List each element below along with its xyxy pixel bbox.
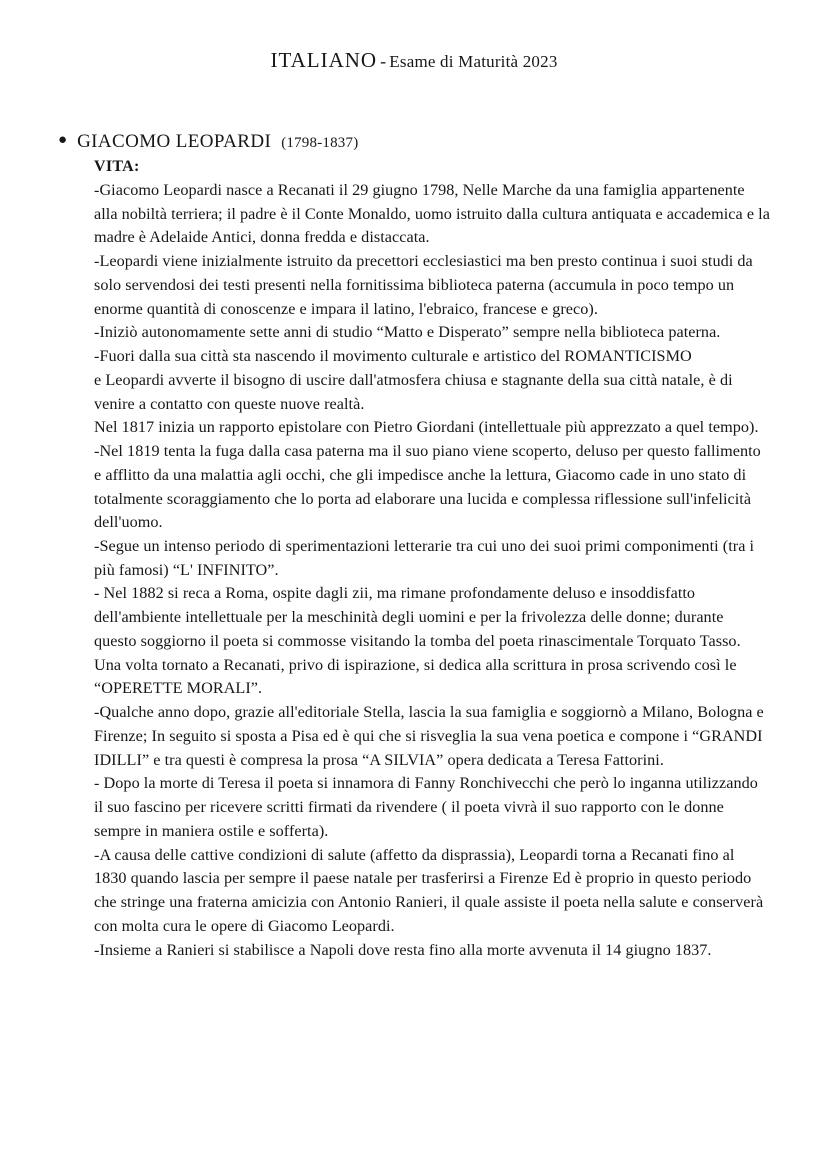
paragraph: -Insieme a Ranieri si stabilisce a Napoli dove resta fino alla morte avvenuta il 14 giugno 1837. <box>94 940 712 959</box>
paragraph: -Qualche anno dopo, grazie all'editoriale Stella, lascia la sua famiglia e soggiornò a Milano, Bologna e Firenze; In seguito si sposta a Pisa ed è qui che si risveglia la sua vena poetica e compone i “GRANDI IDILLI” e tra questi è compresa la prosa “A SILVIA” opera dedicata a Teresa Fattorini. <box>94 703 764 769</box>
document-header <box>58 48 770 73</box>
section-giacomo-leopardi <box>58 131 770 962</box>
paragraph: -Nel 1819 tenta la fuga dalla casa paterna ma il suo piano viene scoperto, deluso per questo fallimento e afflitto da una malattia agli occhi, che gli impedisce anche la lettura, Giacomo cade in uno stato di totalmente scoraggiamento che lo porta ad elaborare una lucida e complessa riflessione sull'infelicità dell'uomo. <box>94 442 761 532</box>
paragraph: -Leopardi viene inizialmente istruito da precettori ecclesiastici ma ben presto continua i suoi studi da solo servendosi dei testi presenti nella fornitissima biblioteca paterna (accumula in poco tempo un enorme quantità di conoscenze e impara il latino, l'ebraico, francese e greco). <box>94 252 753 318</box>
paragraph: -A causa delle cattive condizioni di salute (affetto da disprassia), Leopardi torna a Recanati fino al 1830 quando lascia per sempre il paese natale per trasferirsi a Firenze Ed è proprio in questo periodo che stringe una fraterna amicizia con Antonio Ranieri, il quale assiste il poeta nella salute e conserverà con molta cura le opere di Giacomo Leopardi. <box>94 845 764 935</box>
document-exam-title: Esame di Maturità 2023 <box>389 52 558 71</box>
header-dash: - <box>380 51 387 71</box>
paragraph: Nel 1817 inizia un rapporto epistolare con Pietro Giordani (intellettuale più apprezzato a quel tempo). <box>94 418 759 437</box>
paragraph: e Leopardi avverte il bisogno di uscire dall'atmosfera chiusa e stagnante della sua città natale, è di venire a contatto con queste nuove realtà. <box>94 370 733 413</box>
paragraph: -Giacomo Leopardi nasce a Recanati il 29 giugno 1798, Nelle Marche da una famiglia appartenente alla nobiltà terriera; il padre è il Conte Monaldo, uomo istruito dalla cultura antiquata e accademica e la madre è Adelaide Antici, donna fredda e distaccata. <box>94 181 770 247</box>
paragraph: -Iniziò autonomamente sette anni di studio “Matto e Disperato” sempre nella biblioteca paterna. <box>94 323 721 342</box>
section-years: (1798-1837) <box>281 135 359 151</box>
document-subject: ITALIANO <box>270 48 378 72</box>
paragraph: -Fuori dalla sua città sta nascendo il movimento culturale e artistico del ROMANTICISMO <box>94 347 692 366</box>
subheading-vita: VITA: <box>94 158 140 175</box>
paragraph: - Nel 1882 si reca a Roma, ospite dagli zii, ma rimane profondamente deluso e insoddisfatto dell'ambiente intellettuale per la meschinità degli uomini e per la frivolezza delle donne; durante questo soggiorno il poeta si commosse visitando la tomba del poeta rinascimentale Torquato Tasso. Una volta tornato a Recanati, privo di ispirazione, si dedica alla scrittura in prosa scrivendo così le “OPERETTE MORALI”. <box>94 584 741 698</box>
paragraph: -Segue un intenso periodo di sperimentazioni letterarie tra cui uno dei suoi primi componimenti (tra i più famosi) “L' INFINITO”. <box>94 537 755 579</box>
section-heading-row <box>58 131 770 153</box>
bullet-icon: ● <box>58 132 68 148</box>
section-body <box>94 158 770 962</box>
section-title: GIACOMO LEOPARDI <box>77 131 272 152</box>
paragraph: - Dopo la morte di Teresa il poeta si innamora di Fanny Ronchivecchi che però lo inganna utilizzando il suo fascino per ricevere scritti firmati da rivendere ( il poeta vivrà il suo rapporto con le donne sempre in maniera ostile e sofferta). <box>94 774 758 840</box>
